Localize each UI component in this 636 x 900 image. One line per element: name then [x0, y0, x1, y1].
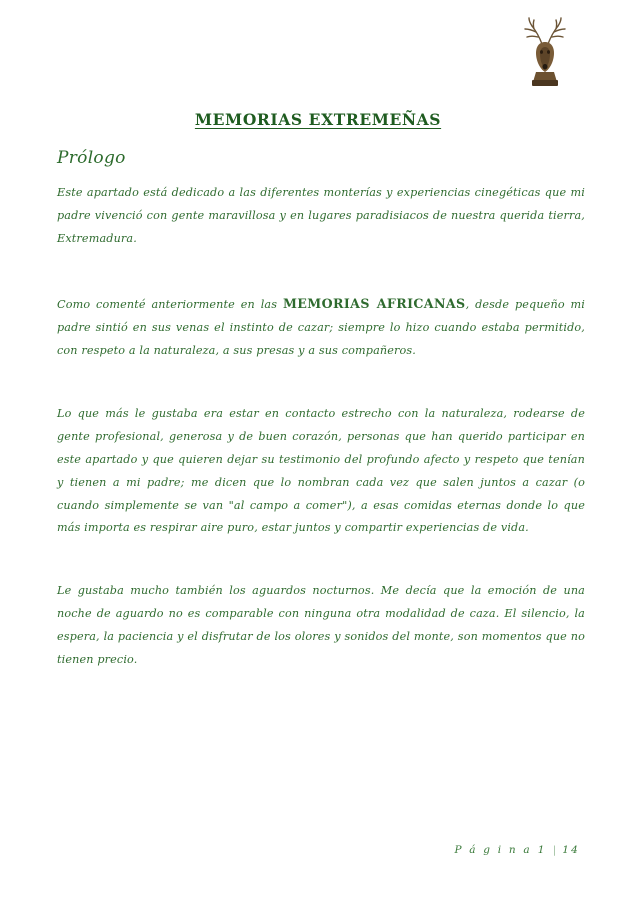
page-footer [454, 844, 580, 856]
paragraph-text-before: Como comenté anteriormente en las [57, 297, 283, 311]
footer-total-pages: 14 [562, 844, 580, 856]
footer-page-number: 1 [537, 844, 547, 856]
paragraph-text-after: , desde pequeño mi padre sintió en sus venas el instinto de cazar; siempre lo hizo cuando estaba permitido, con respeto a la naturaleza, a sus presas y a sus compañeros. [57, 297, 585, 357]
footer-separator: | [552, 844, 557, 856]
page-title: MEMORIAS EXTREMEÑAS [194, 110, 442, 129]
footer-page-label: P á g i n a [454, 844, 532, 856]
section-heading: Prólogo [57, 148, 126, 168]
mounted-deer-head-photo [512, 14, 578, 92]
document-body [57, 148, 585, 702]
emphasized-title-reference: MEMORIAS AFRICANAS [282, 295, 466, 311]
paragraph: Le gustaba mucho también los aguardos nocturnos. Me decía que la emoción de una noche de aguardo no es comparable con ninguna otra modalidad de caza. El silencio, la espera, la paciencia y el disfrutar de los olores y sonidos del monte, son momentos que no tienen precio. [57, 584, 585, 667]
paragraph: Lo que más le gustaba era estar en contacto estrecho con la naturaleza, rodearse de gente profesional, generosa y de buen corazón, personas que han querido participar en este apartado y que quieren dejar su testimonio del profundo afecto y respeto que tenían y tienen a mi padre; me dicen que lo nombran cada vez que salen juntos a cazar (o cuando simplemente se van "al campo a comer"), a esas comidas eternas donde lo que más importa es respirar aire puro, estar juntos y compartir experiencias de vida. [57, 406, 585, 535]
paragraph-with-caps [57, 291, 585, 363]
paragraph: Este apartado está dedicado a las diferentes monterías y experiencias cinegéticas que mi padre vivenció con gente maravillosa y en lugares paradisiacos de nuestra querida tierra, Extremadura. [57, 186, 585, 245]
